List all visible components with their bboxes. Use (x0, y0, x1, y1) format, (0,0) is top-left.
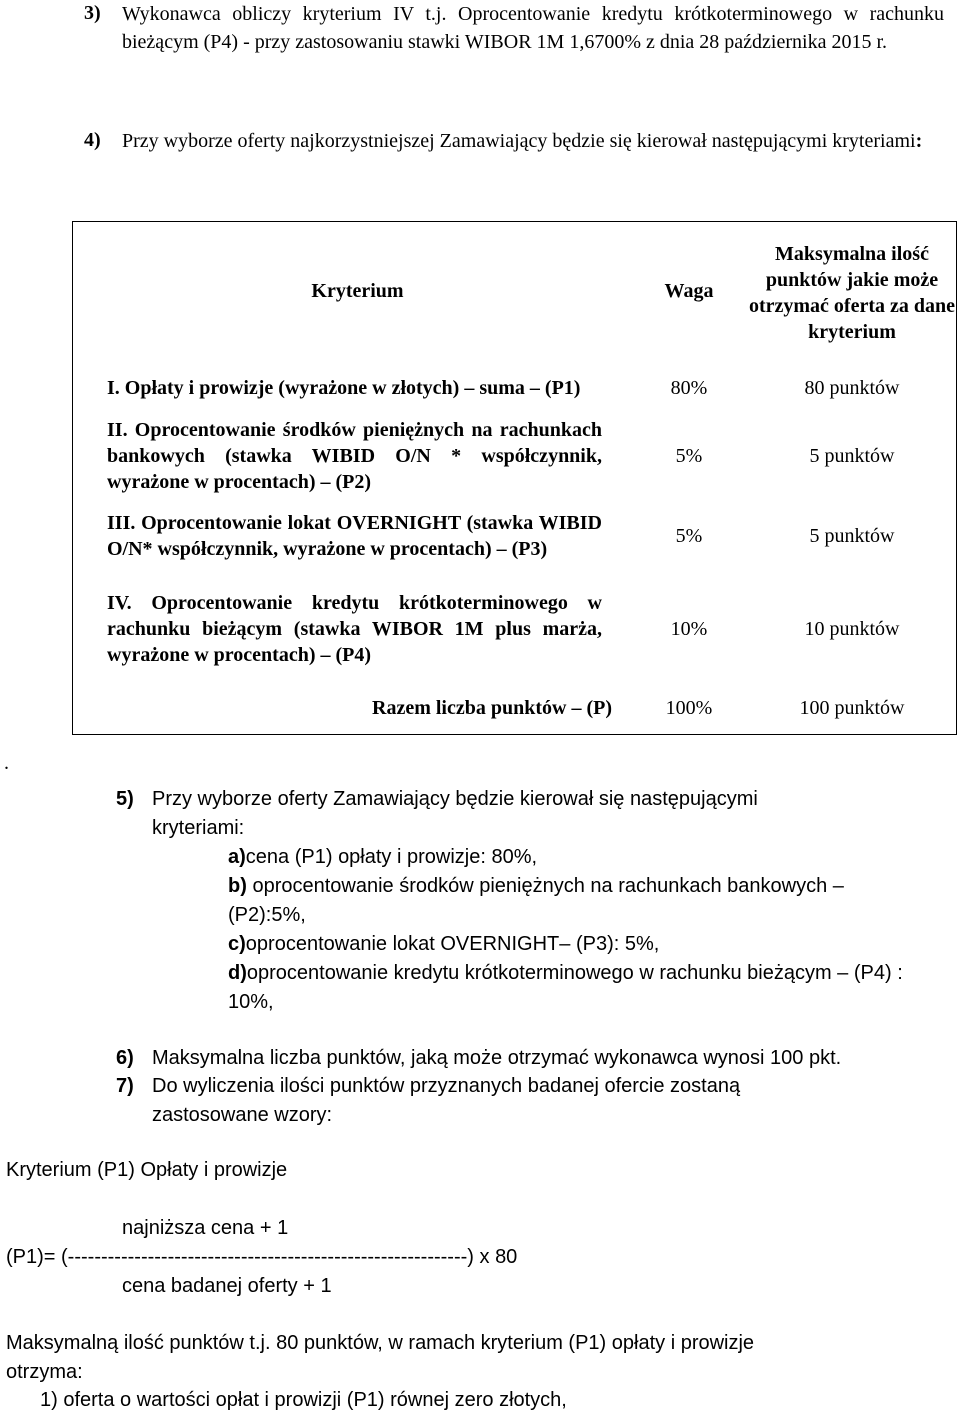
table-row (73, 416, 957, 496)
row-criterion: III. Oprocentowanie lokat OVERNIGHT (stawka WIBID O/N* współczynnik, wyrażone w procentach) – (P3) (107, 512, 602, 560)
item5-c-letter: c) (228, 933, 246, 955)
item4-colon: : (915, 130, 923, 152)
item5-b-cont: (P2):5%, (228, 904, 306, 926)
formula-numerator: najniższa cena + 1 (122, 1217, 289, 1239)
item5-a (228, 844, 537, 870)
item7-line2: zastosowane wzory: (152, 1104, 333, 1126)
item5-c-text: oprocentowanie lokat OVERNIGHT– (P3): 5%, (245, 933, 660, 955)
header-weight: Waga (664, 280, 714, 302)
row-criterion: I. Opłaty i prowizje (wyrażone w złotych) – suma – (P1) (107, 377, 581, 399)
row-criterion: II. Oprocentowanie środków pieniężnych na rachunkach bankowych (stawka WIBID O/N * współczynnik, wyrażone w procentach) – (P2) (107, 419, 602, 493)
item5-number-text: 5) (116, 788, 134, 810)
item5-b-text: oprocentowanie środków pieniężnych na rachunkach bankowych – (246, 875, 844, 897)
item5-number (116, 786, 134, 812)
table-row (73, 496, 957, 576)
row-points: 80 punktów (804, 377, 900, 399)
total-label: Razem liczba punktów – (P) (372, 697, 612, 719)
header-max-points: Maksymalna ilość punktów jakie może otrzymać oferta za dane kryterium (748, 243, 956, 343)
table-total-row (73, 682, 957, 735)
table-row (73, 360, 957, 416)
formula-main: (P1)= (------------------------------------------------------------) x 80 (6, 1246, 518, 1268)
stray-dot: . (4, 752, 9, 774)
item3-number: 3) (84, 2, 101, 24)
criteria-table (72, 221, 957, 735)
item5-b-letter: b) (228, 875, 247, 897)
item5-d-cont: 10%, (228, 991, 274, 1013)
formula-denominator: cena badanej oferty + 1 (122, 1275, 332, 1297)
item4-body: Przy wyborze oferty najkorzystniejszej Zamawiający będzie się kierował następującymi kryteriami (122, 130, 916, 152)
item7-number (116, 1073, 134, 1099)
row-criterion: IV. Oprocentowanie kredytu krótkoterminowego w rachunku bieżącym (stawka WIBOR 1M plus marża, wyrażone w procentach) – (P4) (107, 592, 602, 666)
row-weight: 10% (670, 618, 708, 640)
item4-text (122, 127, 944, 155)
item4-number: 4) (84, 129, 101, 151)
item6-text: Maksymalna liczba punktów, jaką może otrzymać wykonawca wynosi 100 pkt. (152, 1047, 842, 1069)
item6-number (116, 1045, 134, 1071)
item5-d-letter: d) (228, 962, 247, 984)
table-header-row (73, 222, 957, 361)
item5-b (228, 873, 844, 899)
row-weight: 5% (675, 525, 703, 547)
item5-a-letter: a) (228, 846, 246, 868)
formula-heading: Kryterium (P1) Opłaty i prowizje (6, 1159, 288, 1181)
item5-line1: Przy wyborze oferty Zamawiający będzie kierował się następującymi (152, 788, 758, 810)
item3-text: Wykonawca obliczy kryterium IV t.j. Oprocentowanie kredytu krótkoterminowego w rachunku bieżącym (P4) - przy zastosowaniu stawki WIBOR 1M 1,6700% z dnia 28 października 2015 r. (122, 3, 944, 53)
item5-a-text: cena (P1) opłaty i prowizje: 80%, (245, 846, 538, 868)
total-weight: 100% (665, 697, 713, 719)
row-points: 10 punktów (804, 618, 900, 640)
item5-d-text: oprocentowanie kredytu krótkoterminowego w rachunku bieżącym – (P4) : (246, 962, 903, 984)
closing-line2: otrzyma: (6, 1361, 83, 1383)
row-points: 5 punktów (809, 445, 895, 467)
closing-item1: 1) oferta o wartości opłat i prowizji (P1) równej zero złotych, (40, 1389, 567, 1411)
item5-d (228, 960, 903, 986)
total-points: 100 punktów (799, 697, 905, 719)
item5-line2: kryteriami: (152, 817, 245, 839)
row-points: 5 punktów (809, 525, 895, 547)
item6-number-text: 6) (116, 1047, 134, 1069)
header-criterion: Kryterium (311, 280, 404, 302)
row-weight: 5% (675, 445, 703, 467)
table-row (73, 576, 957, 682)
row-weight: 80% (670, 377, 708, 399)
item7-line1: Do wyliczenia ilości punktów przyznanych badanej ofercie zostaną (152, 1075, 741, 1097)
closing-line1: Maksymalną ilość punktów t.j. 80 punktów, w ramach kryterium (P1) opłaty i prowizje (6, 1332, 755, 1354)
item5-c (228, 931, 659, 957)
item7-number-text: 7) (116, 1075, 134, 1097)
